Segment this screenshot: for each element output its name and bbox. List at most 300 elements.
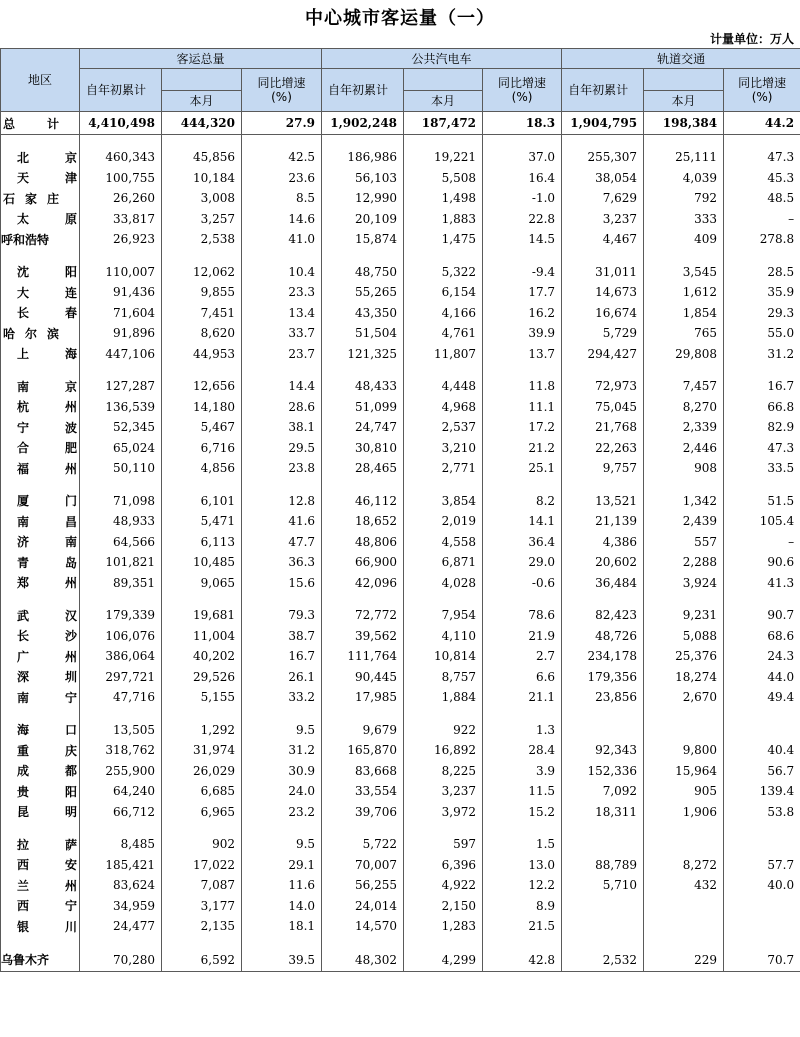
spacer-row xyxy=(1,479,800,491)
table-cell: 47.7 xyxy=(242,532,322,553)
table-row xyxy=(1,720,800,741)
table-cell: 1,902,248 xyxy=(322,112,404,135)
table-cell: 4,968 xyxy=(404,397,483,418)
table-row xyxy=(1,323,800,344)
table-cell: 7,092 xyxy=(562,781,644,802)
table-cell: 152,336 xyxy=(562,761,644,782)
spacer-cell xyxy=(644,593,724,605)
region-name xyxy=(1,532,80,553)
table-cell: 297,721 xyxy=(80,667,162,688)
header-blank xyxy=(644,69,724,91)
region-name-text: 西宁 xyxy=(17,899,77,914)
spacer-cell xyxy=(644,479,724,491)
table-cell: 49.4 xyxy=(724,687,800,708)
region-name xyxy=(1,491,80,512)
spacer-cell xyxy=(644,822,724,834)
table-cell: 90,445 xyxy=(322,667,404,688)
table-cell: 48,433 xyxy=(322,376,404,397)
spacer-cell xyxy=(162,708,242,720)
table-cell: 82.9 xyxy=(724,417,800,438)
table-cell xyxy=(644,896,724,917)
table-cell: 12,990 xyxy=(322,188,404,209)
table-cell: 7,087 xyxy=(162,875,242,896)
table-cell: 1,884 xyxy=(404,687,483,708)
spacer-cell xyxy=(644,937,724,949)
table-cell: 234,178 xyxy=(562,646,644,667)
table-cell: 38.7 xyxy=(242,626,322,647)
spacer-cell xyxy=(483,135,562,148)
table-cell: 14.4 xyxy=(242,376,322,397)
table-cell: 13.7 xyxy=(483,344,562,365)
table-cell: 139.4 xyxy=(724,781,800,802)
table-row xyxy=(1,282,800,303)
table-cell: 1,498 xyxy=(404,188,483,209)
table-cell: 29,526 xyxy=(162,667,242,688)
table-cell: 47.3 xyxy=(724,147,800,168)
table-cell: 136,539 xyxy=(80,397,162,418)
table-cell: 71,098 xyxy=(80,491,162,512)
table-cell: 9,679 xyxy=(322,720,404,741)
spacer-cell xyxy=(562,593,644,605)
region-name xyxy=(1,188,80,209)
table-cell: 2,532 xyxy=(562,949,644,972)
table-cell: 55.0 xyxy=(724,323,800,344)
table-row xyxy=(1,875,800,896)
table-cell: 12.8 xyxy=(242,491,322,512)
table-cell xyxy=(562,834,644,855)
table-cell: 13,505 xyxy=(80,720,162,741)
table-cell: 8,272 xyxy=(644,855,724,876)
table-row xyxy=(1,229,800,250)
table-cell: 56.7 xyxy=(724,761,800,782)
table-cell: 31,011 xyxy=(562,262,644,283)
table-cell: 20,109 xyxy=(322,209,404,230)
table-cell: 39.5 xyxy=(242,949,322,972)
table-cell: 91,896 xyxy=(80,323,162,344)
table-cell: 8,757 xyxy=(404,667,483,688)
table-cell: 3,257 xyxy=(162,209,242,230)
table-cell xyxy=(644,834,724,855)
table-row xyxy=(1,687,800,708)
table-cell: 905 xyxy=(644,781,724,802)
region-name-text: 呼和浩特 xyxy=(1,232,50,247)
table-cell: 51,099 xyxy=(322,397,404,418)
table-cell: 5,508 xyxy=(404,168,483,189)
region-name xyxy=(1,147,80,168)
region-name xyxy=(1,781,80,802)
table-cell: 22,263 xyxy=(562,438,644,459)
table-cell: 57.7 xyxy=(724,855,800,876)
table-cell: 12,656 xyxy=(162,376,242,397)
spacer-cell xyxy=(1,937,80,949)
header-group-total: 客运总量 xyxy=(80,49,322,69)
table-cell: 41.6 xyxy=(242,511,322,532)
table-cell: 17,022 xyxy=(162,855,242,876)
table-cell: 21,768 xyxy=(562,417,644,438)
table-cell: 29.0 xyxy=(483,552,562,573)
total-row xyxy=(1,112,800,135)
table-row xyxy=(1,781,800,802)
table-cell: 11.6 xyxy=(242,875,322,896)
table-cell: 121,325 xyxy=(322,344,404,365)
table-cell: 5,722 xyxy=(322,834,404,855)
spacer-cell xyxy=(242,364,322,376)
spacer-cell xyxy=(644,364,724,376)
spacer-cell xyxy=(80,364,162,376)
table-cell: 88,789 xyxy=(562,855,644,876)
table-cell: 4,410,498 xyxy=(80,112,162,135)
spacer-cell xyxy=(724,822,800,834)
table-cell: 12,062 xyxy=(162,262,242,283)
header-yoy-label: 同比增速 xyxy=(738,76,787,90)
table-cell: 8,270 xyxy=(644,397,724,418)
table-cell: 4,386 xyxy=(562,532,644,553)
region-name xyxy=(1,761,80,782)
spacer-cell xyxy=(404,937,483,949)
region-name-text: 杭州 xyxy=(17,400,77,415)
table-cell: 186,986 xyxy=(322,147,404,168)
spacer-cell xyxy=(322,479,404,491)
table-cell: 255,900 xyxy=(80,761,162,782)
table-cell: 44.0 xyxy=(724,667,800,688)
table-cell: 90.6 xyxy=(724,552,800,573)
table-cell: 72,973 xyxy=(562,376,644,397)
region-name-text: 厦门 xyxy=(17,494,77,509)
table-cell: 36.4 xyxy=(483,532,562,553)
table-cell: 16,892 xyxy=(404,740,483,761)
table-row xyxy=(1,667,800,688)
table-cell: 3,237 xyxy=(562,209,644,230)
table-cell: 179,356 xyxy=(562,667,644,688)
table-cell: 278.8 xyxy=(724,229,800,250)
spacer-cell xyxy=(483,822,562,834)
table-cell: 6.6 xyxy=(483,667,562,688)
table-cell: 70,007 xyxy=(322,855,404,876)
spacer-cell xyxy=(483,479,562,491)
spacer-cell xyxy=(483,937,562,949)
table-cell: 10,485 xyxy=(162,552,242,573)
table-cell: 1,283 xyxy=(404,916,483,937)
table-cell: 47.3 xyxy=(724,438,800,459)
table-cell: 106,076 xyxy=(80,626,162,647)
table-row xyxy=(1,344,800,365)
table-cell: 3,854 xyxy=(404,491,483,512)
spacer-cell xyxy=(404,822,483,834)
region-name xyxy=(1,511,80,532)
region-name xyxy=(1,262,80,283)
table-cell: 39.9 xyxy=(483,323,562,344)
table-cell: 5,155 xyxy=(162,687,242,708)
table-cell: 13.0 xyxy=(483,855,562,876)
table-cell: 51.5 xyxy=(724,491,800,512)
spacer-cell xyxy=(404,135,483,148)
table-cell: 34,959 xyxy=(80,896,162,917)
table-cell: 82,423 xyxy=(562,605,644,626)
table-cell: 44,953 xyxy=(162,344,242,365)
table-row xyxy=(1,552,800,573)
table-cell: 70.7 xyxy=(724,949,800,972)
table-cell: 3,177 xyxy=(162,896,242,917)
table-cell: 40.4 xyxy=(724,740,800,761)
spacer-row xyxy=(1,593,800,605)
region-name xyxy=(1,740,80,761)
region-name-text: 福州 xyxy=(17,461,77,476)
table-cell: 48,806 xyxy=(322,532,404,553)
table-cell xyxy=(724,834,800,855)
table-cell: 3,237 xyxy=(404,781,483,802)
spacer-cell xyxy=(242,479,322,491)
table-cell: 48,726 xyxy=(562,626,644,647)
region-name xyxy=(1,168,80,189)
table-cell: 11,807 xyxy=(404,344,483,365)
spacer-cell xyxy=(644,708,724,720)
table-cell: 75,045 xyxy=(562,397,644,418)
spacer-cell xyxy=(404,479,483,491)
spacer-cell xyxy=(242,135,322,148)
header-region: 地区 xyxy=(1,49,80,112)
spacer-cell xyxy=(1,708,80,720)
table-cell: 91,436 xyxy=(80,282,162,303)
table-cell: 42.8 xyxy=(483,949,562,972)
spacer-row xyxy=(1,364,800,376)
table-cell: 18,652 xyxy=(322,511,404,532)
header-cumulative: 自年初累计 xyxy=(562,69,644,112)
table-cell: 15,874 xyxy=(322,229,404,250)
table-cell: 9,855 xyxy=(162,282,242,303)
table-cell: 3,545 xyxy=(644,262,724,283)
region-name xyxy=(1,552,80,573)
table-cell: 7,954 xyxy=(404,605,483,626)
table-cell: 35.9 xyxy=(724,282,800,303)
table-row xyxy=(1,761,800,782)
table-cell: 14.5 xyxy=(483,229,562,250)
table-cell: 16.7 xyxy=(242,646,322,667)
table-cell: 908 xyxy=(644,458,724,479)
region-name-text: 长春 xyxy=(17,306,77,321)
table-cell: 902 xyxy=(162,834,242,855)
table-cell: 597 xyxy=(404,834,483,855)
table-cell xyxy=(724,916,800,937)
region-name xyxy=(1,605,80,626)
table-cell: 66,900 xyxy=(322,552,404,573)
table-cell: 1,475 xyxy=(404,229,483,250)
table-cell xyxy=(724,896,800,917)
spacer-cell xyxy=(322,364,404,376)
spacer-cell xyxy=(562,135,644,148)
table-cell: 6,154 xyxy=(404,282,483,303)
region-name-text: 昆明 xyxy=(17,805,77,820)
table-cell: 2,288 xyxy=(644,552,724,573)
table-cell: 1,612 xyxy=(644,282,724,303)
table-cell: 2,446 xyxy=(644,438,724,459)
region-name-text: 总 计 xyxy=(3,116,59,131)
table-cell: 17.2 xyxy=(483,417,562,438)
region-name-text: 宁波 xyxy=(17,420,77,435)
table-cell: 14,673 xyxy=(562,282,644,303)
region-name xyxy=(1,834,80,855)
region-name xyxy=(1,896,80,917)
table-cell: 792 xyxy=(644,188,724,209)
region-name-text: 北京 xyxy=(17,150,77,165)
table-cell: 2,150 xyxy=(404,896,483,917)
table-cell: 13,521 xyxy=(562,491,644,512)
table-cell: 3.9 xyxy=(483,761,562,782)
table-cell: 4,039 xyxy=(644,168,724,189)
table-cell xyxy=(724,720,800,741)
table-cell: 66.8 xyxy=(724,397,800,418)
table-cell: 11.1 xyxy=(483,397,562,418)
table-cell: 28.5 xyxy=(724,262,800,283)
table-cell: 2,339 xyxy=(644,417,724,438)
table-row xyxy=(1,916,800,937)
table-cell: 37.0 xyxy=(483,147,562,168)
region-name xyxy=(1,855,80,876)
table-cell: 3,924 xyxy=(644,573,724,594)
table-cell: 18,274 xyxy=(644,667,724,688)
table-cell: 318,762 xyxy=(80,740,162,761)
table-cell: 4,110 xyxy=(404,626,483,647)
table-cell: 6,592 xyxy=(162,949,242,972)
table-row xyxy=(1,262,800,283)
table-cell: 26.1 xyxy=(242,667,322,688)
spacer-row xyxy=(1,822,800,834)
table-cell: 39,562 xyxy=(322,626,404,647)
table-cell: 10,814 xyxy=(404,646,483,667)
table-row xyxy=(1,188,800,209)
region-name-text: 沈阳 xyxy=(17,265,77,280)
table-cell: 8.2 xyxy=(483,491,562,512)
table-cell: 45.3 xyxy=(724,168,800,189)
region-name xyxy=(1,282,80,303)
table-cell: 5,471 xyxy=(162,511,242,532)
table-cell: 922 xyxy=(404,720,483,741)
region-name xyxy=(1,323,80,344)
table-cell: 6,685 xyxy=(162,781,242,802)
region-name xyxy=(1,916,80,937)
table-cell: 78.6 xyxy=(483,605,562,626)
spacer-cell xyxy=(322,937,404,949)
spacer-cell xyxy=(242,937,322,949)
spacer-row xyxy=(1,937,800,949)
spacer-cell xyxy=(242,250,322,262)
table-cell: 43,350 xyxy=(322,303,404,324)
header-cumulative: 自年初累计 xyxy=(80,69,162,112)
spacer-cell xyxy=(562,937,644,949)
region-name xyxy=(1,802,80,823)
header-blank xyxy=(404,69,483,91)
table-cell: 1,292 xyxy=(162,720,242,741)
table-cell: 36.3 xyxy=(242,552,322,573)
table-cell: 25,111 xyxy=(644,147,724,168)
region-name-text: 贵阳 xyxy=(17,784,77,799)
spacer-cell xyxy=(404,708,483,720)
table-cell: 47,716 xyxy=(80,687,162,708)
table-cell: 8.5 xyxy=(242,188,322,209)
spacer-cell xyxy=(80,708,162,720)
table-cell: 92,343 xyxy=(562,740,644,761)
table-cell xyxy=(644,916,724,937)
table-cell xyxy=(562,896,644,917)
table-cell: 105.4 xyxy=(724,511,800,532)
table-cell: 557 xyxy=(644,532,724,553)
table-cell: 68.6 xyxy=(724,626,800,647)
region-name xyxy=(1,209,80,230)
table-cell: 5,467 xyxy=(162,417,242,438)
region-name-text: 拉萨 xyxy=(17,837,77,852)
table-body xyxy=(1,112,800,972)
region-name xyxy=(1,626,80,647)
table-cell: 18,311 xyxy=(562,802,644,823)
table-cell: 447,106 xyxy=(80,344,162,365)
table-cell: 409 xyxy=(644,229,724,250)
table-row xyxy=(1,168,800,189)
region-name xyxy=(1,720,80,741)
table-cell: 17.7 xyxy=(483,282,562,303)
table-cell: 2,537 xyxy=(404,417,483,438)
table-cell: 4,448 xyxy=(404,376,483,397)
table-cell: 4,558 xyxy=(404,532,483,553)
table-row xyxy=(1,209,800,230)
table-cell: 4,467 xyxy=(562,229,644,250)
table-row xyxy=(1,626,800,647)
spacer-cell xyxy=(162,479,242,491)
region-name-text: 上海 xyxy=(17,347,77,362)
table-cell: 24.0 xyxy=(242,781,322,802)
table-cell: 55,265 xyxy=(322,282,404,303)
spacer-cell xyxy=(1,822,80,834)
region-name-text: 南宁 xyxy=(17,690,77,705)
table-cell: 89,351 xyxy=(80,573,162,594)
table-cell: 42.5 xyxy=(242,147,322,168)
region-name xyxy=(1,112,80,135)
spacer-cell xyxy=(162,250,242,262)
header-yoy xyxy=(242,69,322,112)
table-cell: 9,065 xyxy=(162,573,242,594)
spacer-cell xyxy=(242,822,322,834)
region-name-text: 乌鲁木齐 xyxy=(1,953,50,967)
table-cell xyxy=(644,720,724,741)
table-cell: 3,008 xyxy=(162,188,242,209)
table-cell: 4,028 xyxy=(404,573,483,594)
table-cell: 6,113 xyxy=(162,532,242,553)
table-cell: 7,457 xyxy=(644,376,724,397)
table-row xyxy=(1,458,800,479)
table-cell: 90.7 xyxy=(724,605,800,626)
region-name-text: 南昌 xyxy=(17,514,77,529)
table-cell: 8.9 xyxy=(483,896,562,917)
header-yoy-unit: (%) xyxy=(751,90,773,104)
table-cell: 14,180 xyxy=(162,397,242,418)
table-cell: 30,810 xyxy=(322,438,404,459)
spacer-cell xyxy=(562,708,644,720)
spacer-cell xyxy=(644,135,724,148)
table-cell: -1.0 xyxy=(483,188,562,209)
spacer-cell xyxy=(404,593,483,605)
table-cell: 48.5 xyxy=(724,188,800,209)
region-name-text: 广州 xyxy=(17,649,77,664)
table-row xyxy=(1,896,800,917)
region-name xyxy=(1,438,80,459)
region-name-text: 西安 xyxy=(17,858,77,873)
table-cell: 9.5 xyxy=(242,834,322,855)
table-cell: 2.7 xyxy=(483,646,562,667)
table-cell: 432 xyxy=(644,875,724,896)
spacer-cell xyxy=(1,135,80,148)
table-cell: 19,221 xyxy=(404,147,483,168)
region-name xyxy=(1,687,80,708)
table-cell: 460,343 xyxy=(80,147,162,168)
spacer-cell xyxy=(162,593,242,605)
